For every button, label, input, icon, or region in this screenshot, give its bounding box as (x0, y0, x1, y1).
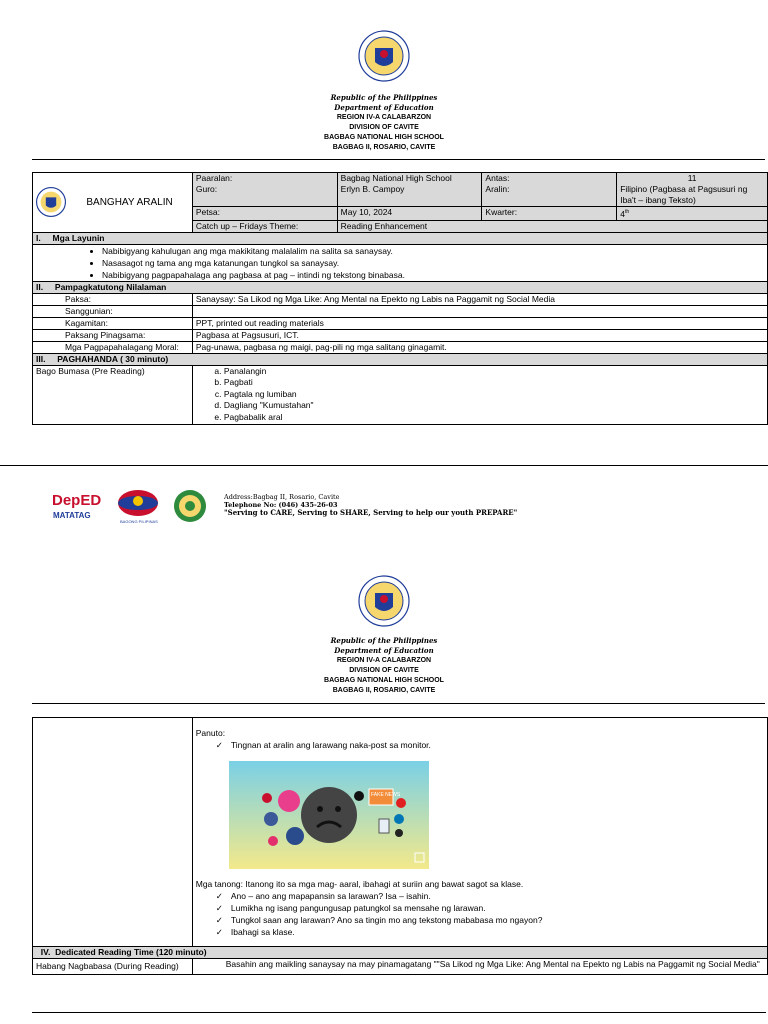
section-layunin-header: I. Mga Layunin (33, 232, 768, 244)
header-address: BAGBAG II, ROSARIO, CAVITE (332, 144, 436, 151)
header-divider (32, 159, 765, 160)
sanggunian-value (192, 305, 767, 317)
paaralan-value: Bagbag National High School Erlyn B. Campoy (337, 173, 482, 207)
list-item: ✓ Ibahagi sa klase. (216, 926, 764, 938)
bagong-pilipinas-logo (118, 490, 158, 524)
theme-label: Catch up – Fridays Theme: (192, 220, 337, 232)
header-address: BAGBAG II, ROSARIO, CAVITE (332, 687, 436, 694)
school-seal-logo (174, 490, 206, 522)
pre-reading-cell (192, 365, 767, 424)
list-item: • Nabibigyang kahulugan ang mga makikitang malalalim na salita sa sanaysay. (102, 245, 764, 257)
footer-phone: Telephone No: (046) 435-26-03 (224, 500, 338, 509)
list-item: ✓ Tingnan at aralin ang larawang naka-post sa monitor. (216, 739, 764, 751)
pre-reading-label: Bago Bumasa (Pre Reading) (33, 365, 193, 424)
header-school: BAGBAG NATIONAL HIGH SCHOOL (324, 134, 444, 141)
social-media-illustration (229, 761, 429, 869)
during-reading-text: Basahin ang maikling sanaysay na may pinamagatang ""Sa Likod ng Mga Like: Ang Mental na Epekto ng Labis na Paggamit ng Social Media" (192, 959, 767, 975)
panuto-cell (192, 718, 767, 947)
deped-seal-icon (358, 30, 410, 82)
kwarter-label: Kwarter: (482, 207, 617, 221)
header-region: REGION IV-A CALABARZON (336, 657, 432, 664)
svg-text:BAGONG PILIPINAS: BAGONG PILIPINAS (120, 519, 158, 524)
school-header (0, 93, 768, 153)
lesson-plan-table (32, 172, 768, 425)
deped-seal-small-icon (36, 187, 66, 217)
pagpapahalaga-value: Pag-unawa, pagbasa ng maigi, pag-pili ng mga salitang ginagamit. (192, 341, 767, 353)
list-item: d. Dagliang "Kumustahan" (224, 400, 764, 412)
questions-list (196, 890, 764, 938)
antas-label: Antas: Aralin: (482, 173, 617, 207)
deped-logo-text: DepED (52, 492, 102, 509)
lesson-plan-table-continued (32, 717, 768, 975)
aralin-label: Aralin: (485, 184, 510, 194)
guro-value: Erlyn B. Campoy (340, 184, 405, 194)
section-paghahanda-header: III. PAGHAHANDA ( 30 minuto) (33, 353, 768, 365)
aralin-value: Filipino (Pagbasa at Pagsusuri ng Iba't – ibang Teksto) (620, 184, 748, 205)
page-cut-line (32, 1012, 766, 1013)
sanggunian-label: Sanggunian: (33, 305, 193, 317)
list-item: b. Pagbati (224, 377, 764, 389)
antas-value: 11 Filipino (Pagbasa at Pagsusuri ng Iba't – ibang Teksto) (617, 173, 768, 207)
kagamitan-label: Kagamitan: (33, 317, 193, 329)
kagamitan-value: PPT, printed out reading materials (192, 317, 767, 329)
list-item: a. Panalangin (224, 366, 764, 378)
fake-news-text: FAKE NEWS (370, 792, 400, 798)
list-item: ✓ Tungkol saan ang larawan? Ano sa tingin mo ang tekstong mababasa mo ngayon? (216, 914, 764, 926)
title-cell (33, 173, 193, 233)
guro-label: Guro: (195, 184, 218, 194)
paksang-pinagsama-value: Pagbasa at Pagsusuri, ICT. (192, 329, 767, 341)
header-republic: Republic of the Philippines (330, 93, 438, 102)
kwarter-value: 4th (617, 207, 768, 221)
pagpapahalaga-label: Mga Pagpapahalagang Moral: (33, 341, 193, 353)
pre-reading-list (196, 366, 764, 424)
list-item: e. Pagbabalik aral (224, 412, 764, 424)
header-divider (32, 703, 765, 704)
paaralan-label: Paaralan: Guro: (192, 173, 337, 207)
paksa-label: Paksa: (33, 293, 193, 305)
header-division: DIVISION OF CAVITE (349, 124, 419, 131)
footer-text (224, 494, 517, 517)
panuto-list (196, 739, 764, 751)
paksa-value: Sanaysay: Sa Likod ng Mga Like: Ang Mental na Epekto ng Labis na Paggamit ng Social Media (192, 293, 767, 305)
header-department: Department of Education (334, 646, 434, 655)
section-reading-time-header: IV. Dedicated Reading Time (120 minuto) (33, 947, 768, 959)
list-item: ✓ Lumikha ng isang pangungusap patungkol sa mensahe ng larawan. (216, 902, 764, 914)
during-reading-label: Habang Nagbabasa (During Reading) (33, 959, 193, 975)
matatag-logo-text: MATATAG (53, 511, 91, 520)
school-header (0, 636, 768, 696)
footer-address: Address:Bagbag II, Rosario, Cavite (224, 493, 340, 501)
deped-matatag-logo (52, 492, 101, 520)
layunin-list (36, 245, 764, 281)
list-item: • Nabibigyang pagpapahalaga ang pagbasa at pag – intindi ng tekstong binabasa. (102, 269, 764, 281)
list-item: c. Pagtala ng lumiban (224, 389, 764, 401)
questions-intro: Mga tanong: Itanong ito sa mga mag- aaral, ibahagi at suriin ang bawat sagot sa klase. (195, 879, 524, 889)
theme-value: Reading Enhancement (337, 220, 767, 232)
header-republic: Republic of the Philippines (330, 636, 438, 645)
layunin-list-cell (33, 244, 768, 281)
list-item: • Nasasagot ng tama ang mga katanungan tungkol sa sanaysay. (102, 257, 764, 269)
page-cut-line (0, 465, 768, 466)
deped-seal-icon (358, 575, 410, 627)
list-item: ✓ Ano – ano ang mapapansin sa larawan? Isa – isahin. (216, 890, 764, 902)
header-school: BAGBAG NATIONAL HIGH SCHOOL (324, 677, 444, 684)
header-division: DIVISION OF CAVITE (349, 667, 419, 674)
empty-label-cell (33, 718, 193, 947)
footer-motto: "Serving to CARE, Serving to SHARE, Serving to help our youth PREPARE" (224, 508, 518, 517)
petsa-value: May 10, 2024 (337, 207, 482, 221)
header-department: Department of Education (334, 103, 434, 112)
panuto-label: Panuto: (195, 728, 226, 738)
header-region: REGION IV-A CALABARZON (336, 114, 432, 121)
banghay-aralin-title: BANGHAY ARALIN (86, 196, 173, 208)
paksang-pinagsama-label: Paksang Pinagsama: (33, 329, 193, 341)
section-nilalaman-header: II. Pampagkatutong Nilalaman (33, 281, 768, 293)
petsa-label: Petsa: (192, 207, 337, 221)
